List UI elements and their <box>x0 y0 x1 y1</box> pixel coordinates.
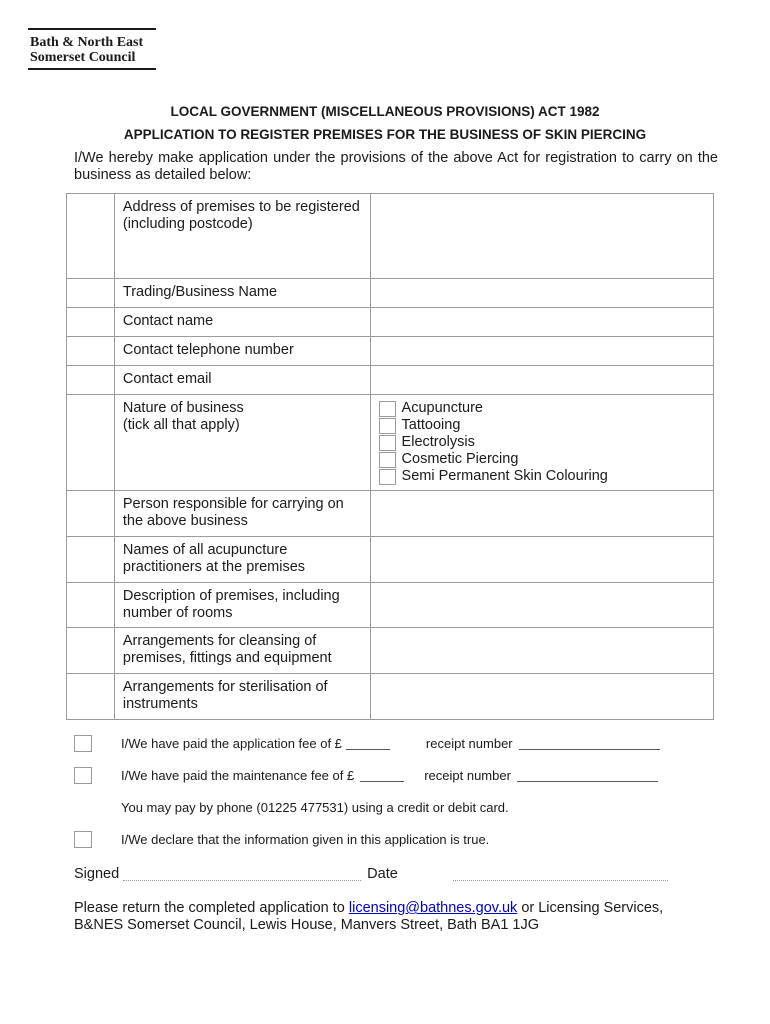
signature-row <box>74 866 668 882</box>
licensing-email-link[interactable]: licensing@bathnes.gov.uk <box>348 900 518 916</box>
option-semi-permanent[interactable] <box>379 468 705 485</box>
option-tattooing[interactable] <box>379 417 705 434</box>
table-row <box>67 583 714 628</box>
option-electrolysis[interactable] <box>379 434 705 451</box>
responsible-person-field[interactable] <box>370 491 713 537</box>
contact-phone-label: Contact telephone number <box>114 337 370 366</box>
option-label: Acupuncture <box>401 400 483 416</box>
declaration-row <box>74 831 489 848</box>
application-fee-label: I/We have paid the application fee of £ <box>121 736 342 751</box>
application-fee-row <box>74 735 660 752</box>
act-title: LOCAL GOVERNMENT (MISCELLANEOUS PROVISIONS) ACT 1982 <box>170 104 600 119</box>
address-label: Address of premises to be registered (including postcode) <box>114 194 370 279</box>
return-text-end: or Licensing Services, B&NES Somerset Council, Lewis House, Manvers Street, Bath BA1 1JG <box>74 900 664 933</box>
maintenance-fee-label: I/We have paid the maintenance fee of £ <box>121 768 355 783</box>
contact-email-label: Contact email <box>114 366 370 395</box>
maintenance-fee-row <box>74 767 658 784</box>
sterilisation-label: Arrangements for sterilisation of instruments <box>114 674 370 720</box>
tattooing-checkbox[interactable] <box>379 418 396 434</box>
receipt-label: receipt number <box>424 768 511 783</box>
declaration-label: I/We declare that the information given in this application is true. <box>121 832 490 847</box>
table-row <box>67 674 714 720</box>
semi-permanent-checkbox[interactable] <box>379 469 396 485</box>
logo-line-2: Somerset Council <box>30 50 136 65</box>
nature-line-2: (tick all that apply) <box>122 417 240 433</box>
option-acupuncture[interactable] <box>379 400 705 417</box>
option-cosmetic-piercing[interactable] <box>379 451 705 468</box>
responsible-person-label: Person responsible for carrying on the above business <box>114 491 370 537</box>
table-row <box>67 628 714 674</box>
application-fee-amount[interactable] <box>346 738 390 750</box>
table-row <box>67 395 714 491</box>
logo-text <box>28 30 156 68</box>
phone-payment-note: You may pay by phone (01225 477531) using a credit or debit card. <box>121 800 509 815</box>
table-row <box>67 491 714 537</box>
sterilisation-field[interactable] <box>370 674 713 720</box>
option-label: Electrolysis <box>401 434 475 450</box>
council-logo <box>28 28 156 70</box>
option-label: Cosmetic Piercing <box>401 451 519 467</box>
electrolysis-checkbox[interactable] <box>379 435 396 451</box>
date-label: Date <box>367 866 398 882</box>
return-text-start: Please return the completed application to <box>74 900 349 916</box>
signed-label: Signed <box>74 866 120 882</box>
cosmetic-piercing-checkbox[interactable] <box>379 452 396 468</box>
contact-phone-field[interactable] <box>370 337 713 366</box>
receipt-label: receipt number <box>425 736 513 751</box>
contact-name-label: Contact name <box>114 308 370 337</box>
form-title: APPLICATION TO REGISTER PREMISES FOR THE BUSINESS OF SKIN PIERCING <box>123 127 647 142</box>
acupuncture-checkbox[interactable] <box>379 401 396 417</box>
maintenance-fee-checkbox[interactable] <box>74 767 92 784</box>
declaration-checkbox[interactable] <box>74 831 92 848</box>
application-table <box>66 193 714 720</box>
nature-of-business-label <box>114 395 370 491</box>
cleansing-label: Arrangements for cleansing of premises, fittings and equipment <box>114 628 370 674</box>
maintenance-fee-amount[interactable] <box>360 770 404 782</box>
description-label: Description of premises, including number of rooms <box>114 583 370 628</box>
option-label: Tattooing <box>401 417 461 433</box>
table-row <box>67 308 714 337</box>
contact-email-field[interactable] <box>370 366 713 395</box>
signature-field[interactable] <box>123 867 361 881</box>
contact-name-field[interactable] <box>370 308 713 337</box>
practitioners-field[interactable] <box>370 537 713 583</box>
description-field[interactable] <box>370 583 713 628</box>
date-field[interactable] <box>453 867 668 881</box>
trading-name-label: Trading/Business Name <box>114 279 370 308</box>
address-field[interactable] <box>370 194 713 279</box>
table-row <box>67 279 714 308</box>
cleansing-field[interactable] <box>370 628 713 674</box>
business-type-options <box>370 395 713 491</box>
table-row <box>67 337 714 366</box>
intro-text: I/We hereby make application under the provisions of the above Act for registration to carry on the business as detailed below: <box>74 150 718 183</box>
trading-name-field[interactable] <box>370 279 713 308</box>
practitioners-label: Names of all acupuncture practitioners at the premises <box>114 537 370 583</box>
application-receipt-number[interactable] <box>519 738 660 750</box>
table-row <box>67 194 714 279</box>
nature-line-1: Nature of business <box>122 400 244 416</box>
table-row <box>67 366 714 395</box>
return-instructions <box>74 900 694 934</box>
option-label: Semi Permanent Skin Colouring <box>401 468 608 484</box>
maintenance-receipt-number[interactable] <box>517 770 658 782</box>
table-row <box>67 537 714 583</box>
logo-bottom-rule <box>28 68 156 70</box>
application-fee-checkbox[interactable] <box>74 735 92 752</box>
logo-line-1: Bath & North East <box>30 35 144 50</box>
